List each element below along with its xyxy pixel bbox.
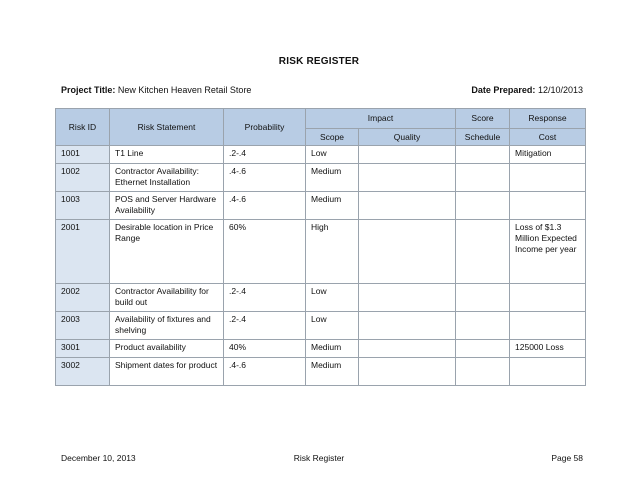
scope: Low (306, 284, 359, 312)
quality (359, 146, 456, 164)
risk-statement: POS and Server Hardware Availability (110, 192, 224, 220)
schedule (456, 146, 510, 164)
probability: .2-.4 (224, 146, 306, 164)
date-prepared-label: Date Prepared: (471, 85, 536, 95)
cost (510, 284, 586, 312)
probability: 40% (224, 340, 306, 358)
quality (359, 220, 456, 284)
risk-statement: Contractor Availability: Ethernet Installation (110, 164, 224, 192)
cost (510, 164, 586, 192)
risk-statement: Shipment dates for product (110, 358, 224, 386)
scope: Low (306, 146, 359, 164)
risk-id: 1001 (56, 146, 110, 164)
risk-id: 3001 (56, 340, 110, 358)
schedule (456, 340, 510, 358)
table-row (56, 358, 586, 386)
probability: .4-.6 (224, 192, 306, 220)
probability: .2-.4 (224, 284, 306, 312)
project-title-label: Project Title: (61, 85, 116, 95)
scope: Medium (306, 164, 359, 192)
cost (510, 312, 586, 340)
schedule (456, 358, 510, 386)
header-impact: Impact (306, 109, 456, 129)
header-cost: Cost (510, 129, 586, 146)
footer-page-number: Page 58 (551, 453, 583, 463)
risk-statement: Contractor Availability for build out (110, 284, 224, 312)
scope: Medium (306, 358, 359, 386)
risk-statement: T1 Line (110, 146, 224, 164)
header-schedule: Schedule (456, 129, 510, 146)
header-probability: Probability (224, 109, 306, 146)
header-risk-id: Risk ID (56, 109, 110, 146)
risk-statement: Desirable location in Price Range (110, 220, 224, 284)
footer-date: December 10, 2013 (61, 453, 136, 463)
risk-register-table (55, 108, 586, 386)
header-response: Response (510, 109, 586, 129)
schedule (456, 192, 510, 220)
risk-statement: Availability of fixtures and shelving (110, 312, 224, 340)
date-prepared (471, 85, 583, 95)
table-row (56, 284, 586, 312)
quality (359, 312, 456, 340)
header-score: Score (456, 109, 510, 129)
scope: High (306, 220, 359, 284)
header-risk-statement: Risk Statement (110, 109, 224, 146)
quality (359, 358, 456, 386)
scope: Low (306, 312, 359, 340)
quality (359, 164, 456, 192)
table-row (56, 220, 586, 284)
cost: 125000 Loss (510, 340, 586, 358)
schedule (456, 312, 510, 340)
scope: Medium (306, 340, 359, 358)
scope: Medium (306, 192, 359, 220)
footer-title: Risk Register (293, 453, 345, 463)
risk-id: 2001 (56, 220, 110, 284)
risk-statement: Product availability (110, 340, 224, 358)
probability: .4-.6 (224, 164, 306, 192)
page-title: RISK REGISTER (278, 56, 360, 67)
cost (510, 192, 586, 220)
probability: 60% (224, 220, 306, 284)
table-row (56, 192, 586, 220)
date-prepared-value: 12/10/2013 (537, 85, 583, 95)
quality (359, 192, 456, 220)
risk-id: 2002 (56, 284, 110, 312)
header-scope: Scope (306, 129, 359, 146)
table-row (56, 312, 586, 340)
project-title-value: New Kitchen Heaven Retail Store (117, 85, 252, 95)
table-row (56, 164, 586, 192)
risk-id: 3002 (56, 358, 110, 386)
quality (359, 340, 456, 358)
probability: .4-.6 (224, 358, 306, 386)
probability: .2-.4 (224, 312, 306, 340)
quality (359, 284, 456, 312)
risk-id: 1002 (56, 164, 110, 192)
risk-id: 1003 (56, 192, 110, 220)
project-title (61, 85, 251, 95)
cost: Mitigation (510, 146, 586, 164)
header-quality: Quality (359, 129, 456, 146)
table-row (56, 340, 586, 358)
cost: Loss of $1.3 Million Expected Income per year (510, 220, 586, 284)
risk-id: 2003 (56, 312, 110, 340)
table-row (56, 146, 586, 164)
schedule (456, 284, 510, 312)
schedule (456, 164, 510, 192)
cost (510, 358, 586, 386)
schedule (456, 220, 510, 284)
